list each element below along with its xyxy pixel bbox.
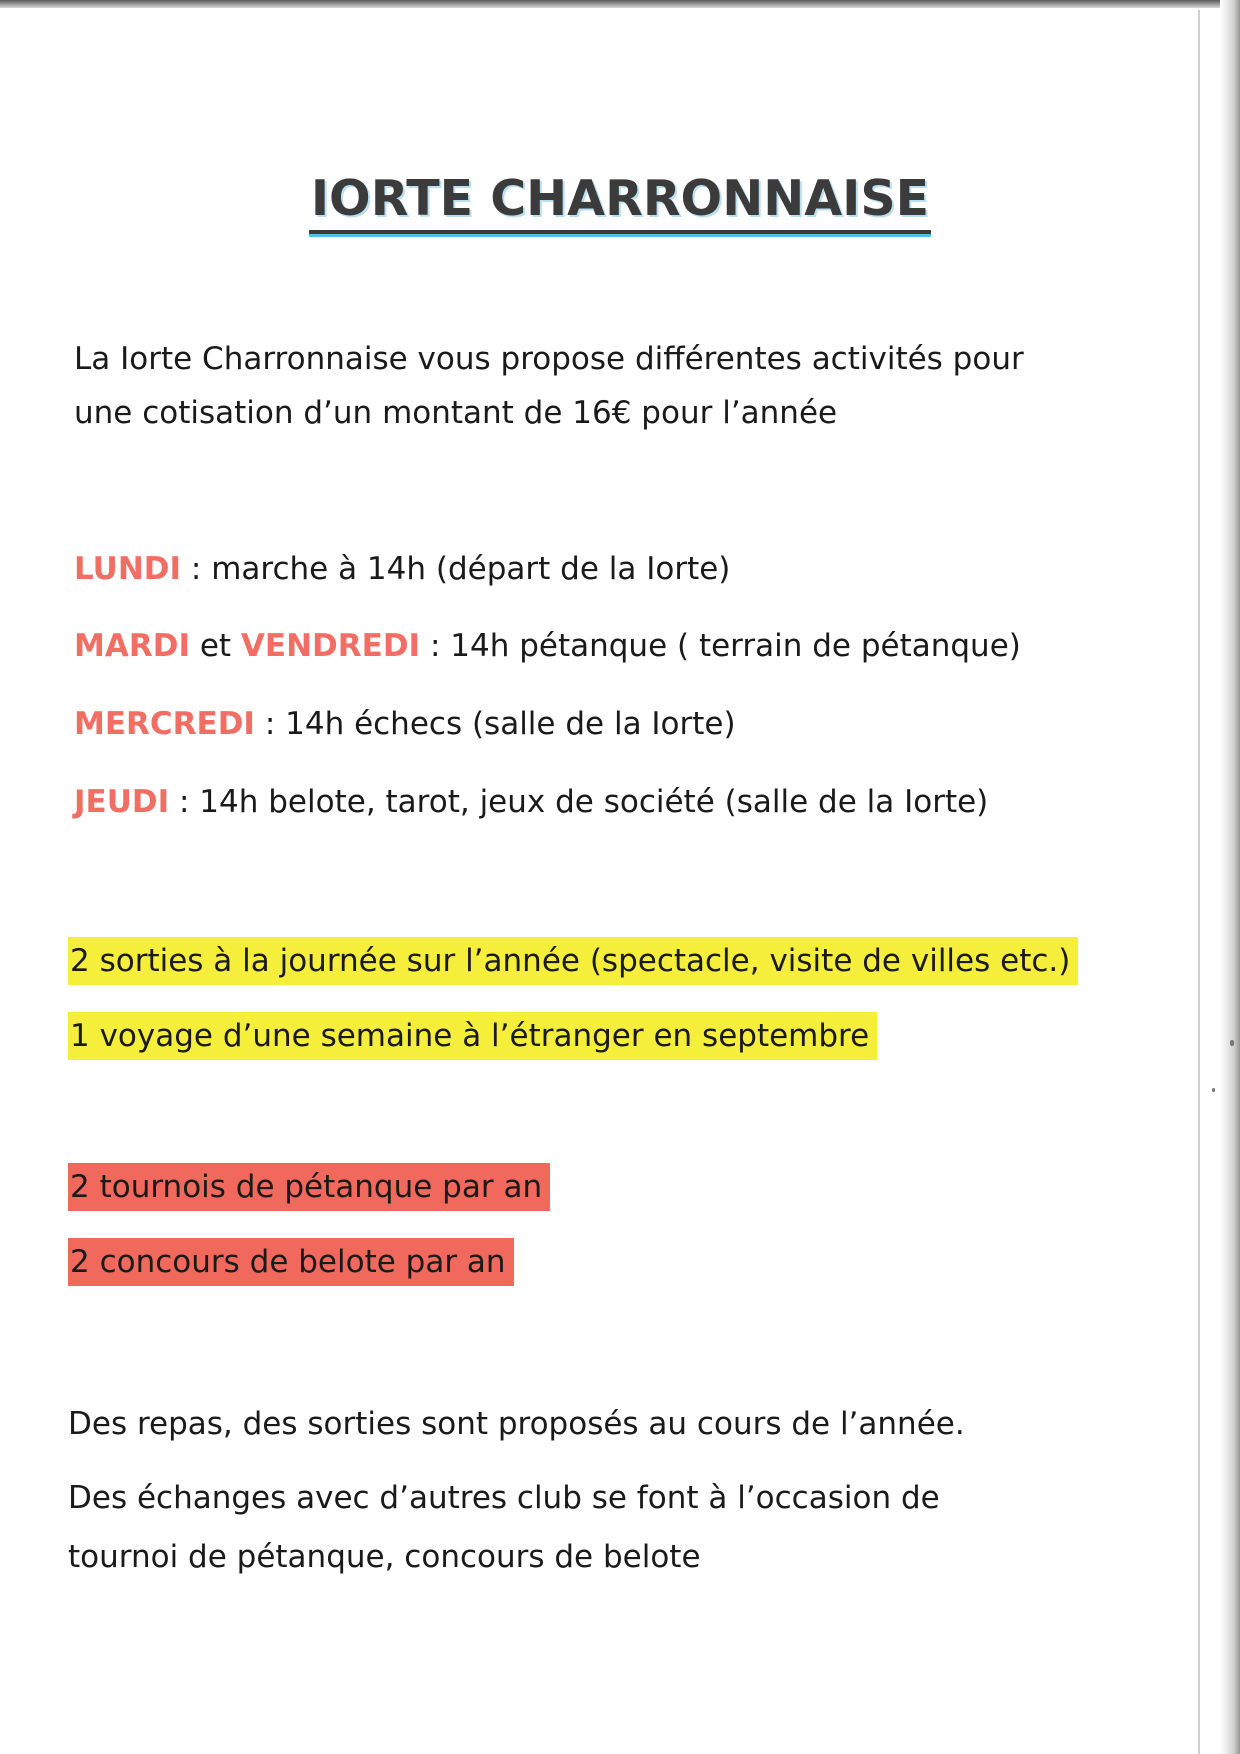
day-label-lundi: LUNDI <box>74 551 182 587</box>
outing-week-trip <box>68 1012 877 1060</box>
schedule-monday <box>74 545 730 593</box>
competition-petanque <box>68 1163 550 1211</box>
highlight-red: 2 concours de belote par an <box>68 1238 514 1286</box>
schedule-wednesday <box>74 700 736 748</box>
competition-belote <box>68 1238 514 1286</box>
page-title <box>0 168 1240 234</box>
highlight-red: 2 tournois de pétanque par an <box>68 1163 550 1211</box>
schedule-text: : marche à 14h (départ de la Iorte) <box>181 551 731 587</box>
schedule-text: : 14h pétanque ( terrain de pétanque) <box>420 628 1021 664</box>
scan-speck <box>1230 1040 1234 1046</box>
closing-line-2: Des échanges avec d’autres club se font à l’occasion de <box>68 1480 940 1516</box>
schedule-text: : 14h belote, tarot, jeux de société (salle de la Iorte) <box>169 784 989 820</box>
page-title-text: IORTE CHARRONNAISE <box>309 168 931 234</box>
scan-top-edge <box>0 0 1240 8</box>
intro-line-1: La Iorte Charronnaise vous propose différentes activités pour <box>74 341 1024 377</box>
closing-line-3: tournoi de pétanque, concours de belote <box>68 1539 701 1575</box>
intro-line-2: une cotisation d’un montant de 16€ pour l’année <box>74 395 838 431</box>
scan-page-edge-line <box>1198 10 1200 1754</box>
schedule-thursday <box>74 778 988 826</box>
scan-right-edge <box>1220 0 1240 1754</box>
day-label-mercredi: MERCREDI <box>74 706 255 742</box>
highlight-yellow: 2 sorties à la journée sur l’année (spectacle, visite de villes etc.) <box>68 937 1078 985</box>
outing-day-trips <box>68 937 1078 985</box>
day-label-vendredi: VENDREDI <box>240 628 421 664</box>
schedule-tuesday-friday <box>74 622 1021 670</box>
scan-speck <box>1212 1088 1215 1092</box>
schedule-text: : 14h échecs (salle de la Iorte) <box>254 706 736 742</box>
day-label-mardi: MARDI <box>74 628 190 664</box>
day-label-jeudi: JEUDI <box>74 784 170 820</box>
highlight-yellow: 1 voyage d’une semaine à l’étranger en septembre <box>68 1012 877 1060</box>
closing-line-1: Des repas, des sorties sont proposés au cours de l’année. <box>68 1406 965 1442</box>
day-joiner: et <box>189 628 241 664</box>
